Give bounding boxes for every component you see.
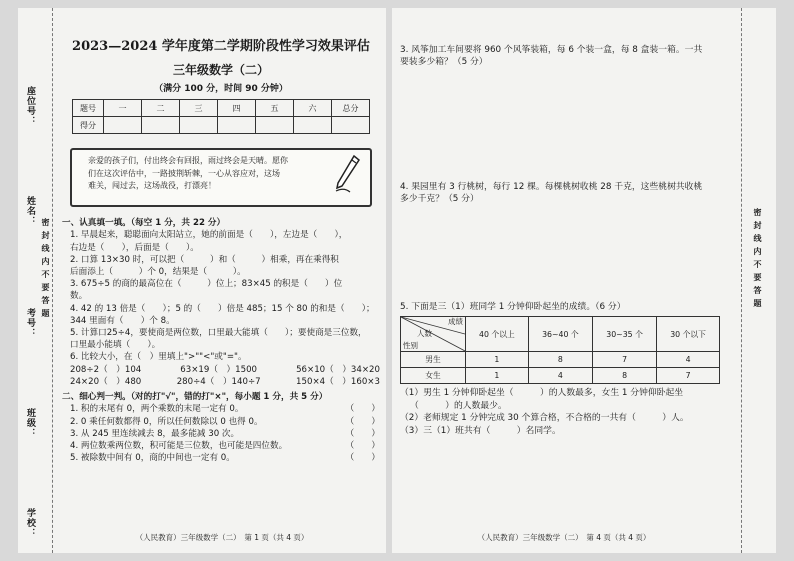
exam-subtitle: 三年级数学（二） [172, 63, 269, 78]
score-header-cell: 总分 [332, 100, 370, 117]
exam-number-label: 考号： [25, 308, 35, 338]
score-table-header-row [73, 100, 370, 117]
situp-table [400, 316, 720, 384]
score-header-cell: 一 [104, 100, 142, 117]
sub-question-line: （1）男生 1 分钟仰卧起坐（ ）的人数最多，女生 1 分钟仰卧起坐 [400, 388, 684, 399]
score-header-cell: 三 [180, 100, 218, 117]
compare-item: 208÷2（ ）104 [70, 364, 142, 375]
judge-item [70, 428, 380, 440]
question-line: 右边是（ ），后面是（ ）。 [70, 242, 199, 253]
class-label: 班级： [25, 408, 35, 438]
compare-item: 63×19（ ）1500 [180, 364, 258, 375]
score-cell[interactable] [142, 117, 180, 134]
score-header-cell: 四 [218, 100, 256, 117]
sub-question-line: （3）三（1）班共有（ ）名同学。 [400, 425, 561, 436]
corner-bottom-label: 性别 [403, 340, 418, 350]
column-header: 36~40 个 [528, 317, 592, 352]
score-cell[interactable] [332, 117, 370, 134]
page-4-content [400, 8, 736, 553]
sub-question-line: （ ）的人数最少。 [410, 400, 507, 411]
pen-icon [332, 154, 362, 194]
banner-line: 难关，闯过去，这场战役，打漂亮！ [88, 181, 216, 191]
seal-char: 密 [753, 208, 762, 221]
section-2-body [62, 403, 380, 464]
question-line: 5. 计算口25÷4，要使商是两位数，口里最大能填（ ）；要使商是三位数， [70, 328, 367, 339]
seal-char: 题 [41, 309, 50, 322]
table-cell: 7 [657, 368, 720, 384]
corner-mid-label: 人数 [417, 329, 432, 339]
judge-text: 4. 两位数乘两位数，积可能是三位数，也可能是四位数。 [70, 440, 288, 451]
table-cell: 4 [528, 368, 592, 384]
seal-char: 不 [753, 260, 762, 273]
corner-top-label: 成绩 [448, 317, 463, 327]
score-cell[interactable] [256, 117, 294, 134]
seal-char: 内 [753, 247, 762, 260]
seat-number-label: 座位号： [25, 86, 35, 126]
full-mark-note: （满分 100 分，时间 90 分钟） [154, 84, 288, 95]
question-3-line: 3. 风筝加工车间要将 960 个风筝装箱，每 6 个装一盒，每 8 盒装一箱。一共 [400, 45, 703, 55]
table-cell: 8 [592, 368, 656, 384]
compare-item: 280÷4（ ）140÷7 [176, 376, 261, 387]
score-table-score-row [73, 117, 370, 134]
page-1-content [62, 8, 380, 553]
section-1-body [62, 229, 380, 388]
score-row-label: 得分 [73, 117, 104, 134]
seal-char: 题 [753, 299, 762, 312]
seal-char: 线 [41, 244, 50, 257]
school-label: 学校： [25, 508, 35, 538]
compare-item: 56×10（ ）34×20 [296, 364, 380, 375]
column-header: 30~35 个 [592, 317, 656, 352]
top-spacer [400, 8, 736, 44]
question-line: 2. 口算 13×30 时，可以把（ ）和（ ）相乘，再在乘得积 [70, 254, 339, 265]
question-5-heading: 5. 下面是三（1）班同学 1 分钟仰卧起坐的成绩。（6 分） [400, 301, 626, 312]
score-table [72, 99, 370, 134]
question-line: 344 里面有（ ）个 8。 [70, 315, 175, 326]
score-cell[interactable] [104, 117, 142, 134]
answer-space-q4[interactable] [400, 206, 736, 301]
answer-space-q3[interactable] [400, 69, 736, 181]
column-header: 30 个以下 [657, 317, 720, 352]
page-1 [18, 8, 386, 553]
answer-paren[interactable]: （ ） [345, 416, 380, 427]
column-header: 40 个以上 [466, 317, 529, 352]
table-row [401, 352, 720, 368]
question-4-line: 多少千克？（5 分） [400, 194, 479, 205]
sub-questions [400, 387, 736, 437]
section-2-heading: 二、细心判一判。（对的打"√"，错的打"×"，每小题 1 分，共 5 分） [62, 392, 328, 403]
question-line: 口里最小能填（ ）。 [70, 340, 161, 351]
question-line: 数。 [70, 291, 88, 302]
table-corner-cell [401, 317, 466, 352]
banner-line: 们在这次评估中，一路披荆斩棘，一心从容应对，这场 [88, 168, 280, 178]
judge-item [70, 403, 380, 415]
answer-paren[interactable]: （ ） [345, 428, 380, 439]
score-cell[interactable] [218, 117, 256, 134]
banner-line: 亲爱的孩子们，付出终会有回报，雨过终会是天晴。愿你 [88, 156, 288, 166]
row-label: 女生 [401, 368, 466, 384]
judge-text: 2. 0 乘任何数都得 0，所以任何数除以 0 也得 0。 [70, 416, 263, 427]
question-line: 4. 42 的 13 倍是（ ）；5 的（ ）倍是 485；15 个 80 的和是（ ）； [70, 303, 375, 314]
seal-char: 答 [753, 286, 762, 299]
section-1-heading: 一、认真填一填。（每空 1 分，共 22 分） [62, 218, 226, 229]
binding-strip-left [18, 8, 53, 553]
table-cell: 4 [657, 352, 720, 368]
question-3-line: 要装多少箱？（5 分） [400, 57, 488, 68]
score-header-cell: 题号 [73, 100, 104, 117]
score-header-cell: 二 [142, 100, 180, 117]
row-label: 男生 [401, 352, 466, 368]
question-line: 6. 比较大小，在（ ）里填上">""<"或"="。 [70, 352, 247, 363]
judge-text: 3. 从 245 里连续减去 8，最多能减 30 次。 [70, 428, 240, 439]
judge-item [70, 416, 380, 428]
table-cell: 1 [466, 352, 529, 368]
question-line: 1. 早晨起来，聪聪面向太阳站立，她的前面是（ ），左边是（ ）， [70, 230, 348, 241]
score-cell[interactable] [294, 117, 332, 134]
seal-char: 封 [753, 221, 762, 234]
seal-char: 要 [753, 273, 762, 286]
question-4-line: 4. 果园里有 3 行桃树，每行 12 棵。每棵桃树收桃 28 千克，这些桃树共收桃 [400, 181, 703, 192]
compare-item: 150×4（ ）160×3 [296, 376, 380, 387]
answer-paren[interactable]: （ ） [345, 440, 380, 451]
compare-row [70, 364, 380, 376]
table-cell: 1 [466, 368, 529, 384]
table-cell: 8 [528, 352, 592, 368]
judge-item [70, 452, 380, 464]
sub-question-line: （2）老师规定 1 分钟完成 30 个算合格，不合格的一共有（ ）人。 [400, 413, 689, 424]
answer-paren[interactable]: （ ） [345, 404, 380, 415]
judge-item [70, 440, 380, 452]
seal-char: 封 [41, 231, 50, 244]
question-line: 后面添上（ ）个 0，结果是（ ）。 [70, 267, 246, 278]
encouragement-banner [70, 148, 372, 207]
seal-char: 不 [41, 270, 50, 283]
table-cell: 7 [592, 352, 656, 368]
seal-char: 密 [41, 218, 50, 231]
exam-title: 2023—2024 学年度第二学期阶段性学习效果评估 [72, 39, 370, 54]
question-line: 3. 675÷5 的商的最高位在（ ）位上；83×45 的积是（ ）位 [70, 279, 343, 290]
name-label: 姓名： [25, 196, 35, 226]
judge-text: 1. 积的末尾有 0，两个乘数的末尾一定有 0。 [70, 404, 244, 415]
page-4 [392, 8, 776, 553]
situp-table-header-row [401, 317, 720, 352]
page-1-footer: （人民教育）三年级数学（二） 第 1 页（共 4 页） [135, 533, 309, 542]
judge-text: 5. 被除数中间有 0，商的中间也一定有 0。 [70, 453, 235, 464]
seal-char: 线 [753, 234, 762, 247]
table-row [401, 368, 720, 384]
seal-char: 答 [41, 296, 50, 309]
score-cell[interactable] [180, 117, 218, 134]
score-header-cell: 六 [294, 100, 332, 117]
page-4-footer: （人民教育）三年级数学（二） 第 4 页（共 4 页） [477, 533, 651, 542]
seal-char: 内 [41, 257, 50, 270]
compare-row [70, 376, 380, 388]
answer-paren[interactable]: （ ） [345, 453, 380, 464]
seal-line-text-right [752, 208, 763, 312]
score-header-cell: 五 [256, 100, 294, 117]
compare-item: 24×20（ ）480 [70, 376, 142, 387]
seal-char: 要 [41, 283, 50, 296]
binding-strip-right [741, 8, 776, 553]
diagonal-header [401, 317, 465, 351]
seal-line-text-left [40, 218, 51, 322]
